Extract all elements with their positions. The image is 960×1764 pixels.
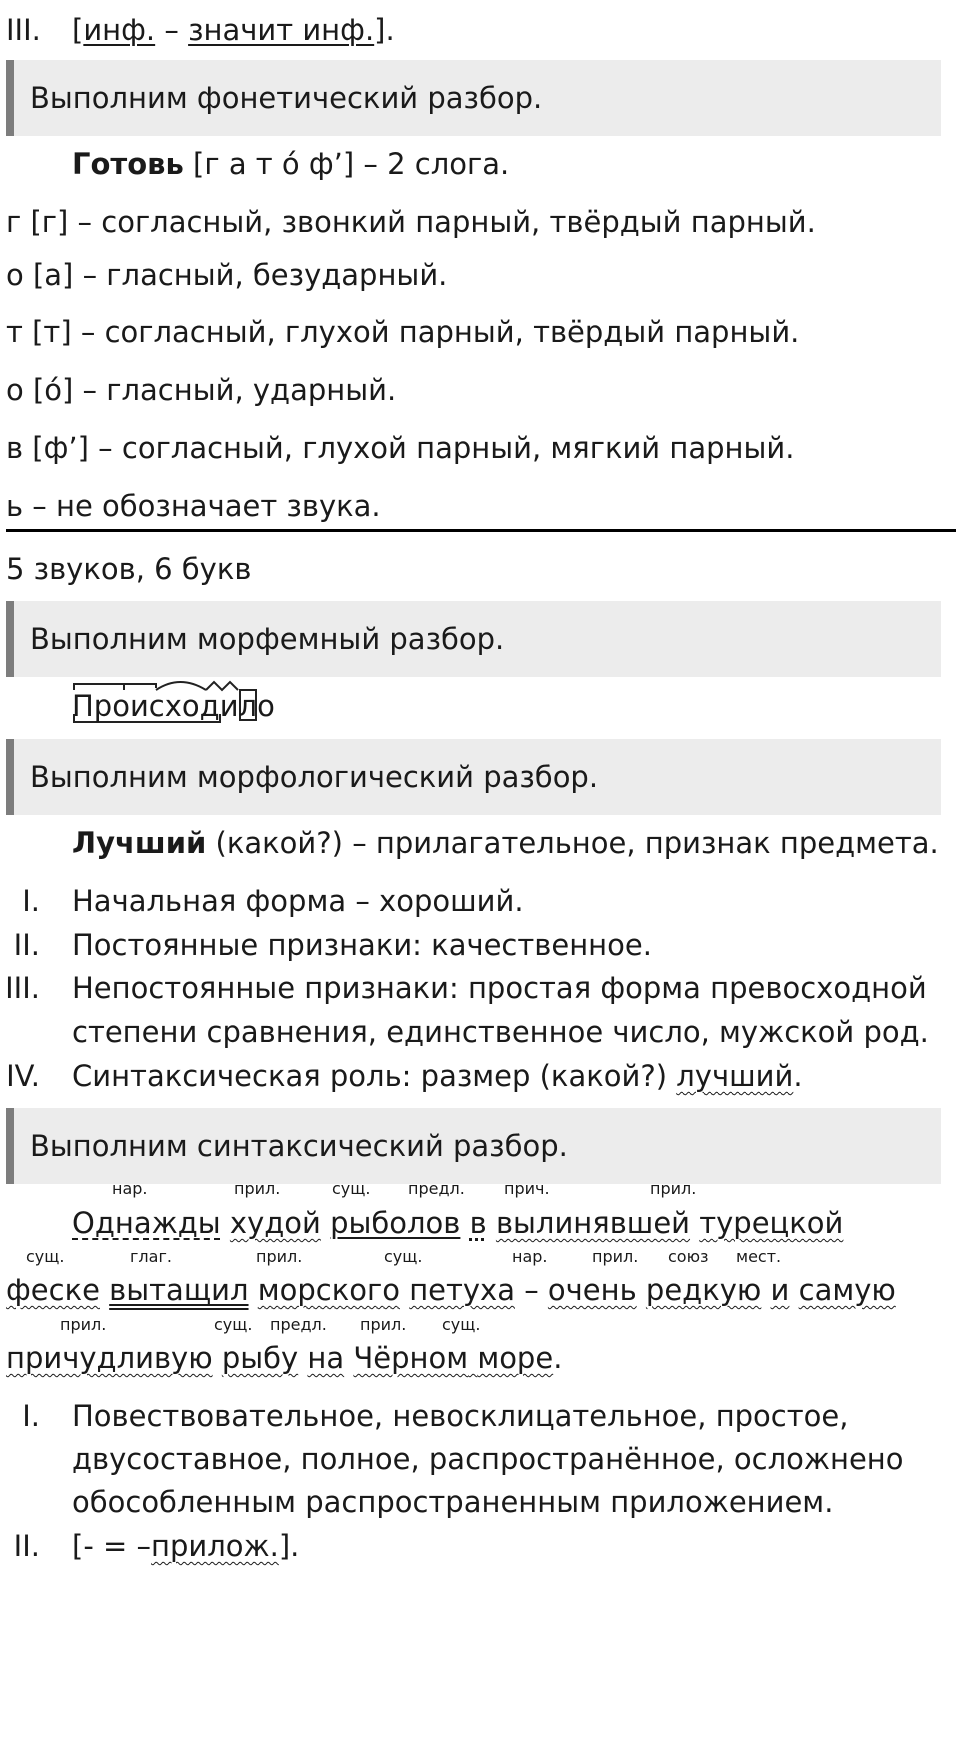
word-apposition: и (770, 1273, 790, 1307)
list-item-continued: степени сравнения, единственное число, мужской род. (72, 1015, 929, 1049)
word-apposition: редкую (645, 1273, 762, 1307)
pos-label: предл. (408, 1179, 465, 1198)
inf-term: инф. (83, 13, 156, 47)
dash: – (524, 1273, 539, 1307)
word-apposition: море (477, 1341, 554, 1375)
word-attribute: турецкой (699, 1206, 844, 1240)
sentence-schema (72, 1528, 299, 1564)
list-number: I. (22, 1399, 40, 1433)
word-adverbial: Однажды (72, 1206, 221, 1240)
pos-label: прил. (60, 1315, 107, 1334)
list-number: III. (5, 971, 40, 1005)
list-number: II. (13, 928, 40, 962)
word-apposition: самую (798, 1273, 896, 1307)
pos-label: прил. (592, 1247, 639, 1266)
list-number: III. (6, 13, 41, 47)
phonetic-line: ь – не обозначает звука. (6, 489, 381, 523)
phonetic-line: о [ó] – гласный, ударный. (6, 373, 397, 407)
pos-label: прил. (360, 1315, 407, 1334)
divider (6, 529, 956, 532)
pos-label: сущ. (332, 1179, 371, 1198)
pos-label: союз (668, 1247, 709, 1266)
sentence-line-3 (6, 1340, 562, 1376)
role-word: лучший (676, 1059, 794, 1093)
heading-text: Выполним морфемный разбор. (30, 622, 505, 656)
heading-text: Выполним морфологический разбор. (30, 760, 599, 794)
list-number: IV. (6, 1059, 40, 1093)
dash: – (155, 13, 189, 47)
schema-line (72, 12, 395, 48)
sentence-line-2 (6, 1272, 896, 1308)
pos-label: мест. (736, 1247, 782, 1266)
word-description: (какой?) – прилагательное, признак предмета. (206, 826, 939, 860)
list-item-continued: двусоставное, полное, распространённое, осложнено (72, 1442, 904, 1476)
schema-end: ]. (278, 1529, 300, 1563)
word-apposition: рыбу (221, 1341, 299, 1375)
period: . (793, 1059, 803, 1093)
pos-label: сущ. (442, 1315, 481, 1334)
heading-text: Выполним фонетический разбор. (30, 81, 543, 115)
word-apposition: на (307, 1341, 345, 1375)
phonetic-word-line (72, 146, 509, 182)
period: . (553, 1341, 563, 1375)
transcription: [г а т ó ф’] – 2 слога. (183, 147, 510, 181)
list-item: Начальная форма – хороший. (72, 884, 524, 918)
section-heading-morphemic (6, 601, 941, 677)
schema-text: [- = – (72, 1529, 152, 1563)
analyzed-word: Лучший (72, 826, 207, 860)
pos-label: глаг. (130, 1247, 172, 1266)
bracket-open: [ (72, 13, 84, 47)
list-number: I. (22, 884, 40, 918)
heading-text: Выполним синтаксический разбор. (30, 1129, 568, 1163)
word-subject: рыболов (330, 1206, 461, 1240)
morph-word-line (72, 825, 939, 861)
pos-label: сущ. (214, 1315, 253, 1334)
pos-label: сущ. (384, 1247, 423, 1266)
word-apposition: причудливую (6, 1341, 213, 1375)
pos-label: прил. (234, 1179, 281, 1198)
phonetic-summary: 5 звуков, 6 букв (6, 552, 252, 586)
word-attribute: худой (229, 1206, 321, 1240)
pos-label: прил. (650, 1179, 697, 1198)
list-number: II. (13, 1529, 40, 1563)
pos-label: прил. (256, 1247, 303, 1266)
word-apposition: очень (547, 1273, 637, 1307)
pos-label: нар. (512, 1247, 548, 1266)
list-item: Непостоянные признаки: простая форма превосходной (72, 971, 927, 1005)
word-attribute: морского (257, 1273, 400, 1307)
bracket-close: ]. (374, 13, 395, 47)
phonetic-line: в [ф’] – согласный, глухой парный, мягкий парный. (6, 431, 795, 465)
pos-label: предл. (270, 1315, 327, 1334)
pos-label: сущ. (26, 1247, 65, 1266)
phonetic-line: о [а] – гласный, безударный. (6, 258, 448, 292)
word-object: петуха (409, 1273, 515, 1307)
pos-label: нар. (112, 1179, 148, 1198)
pos-label: прич. (504, 1179, 550, 1198)
apposition-mark: прилож. (151, 1529, 279, 1563)
list-item (72, 1058, 803, 1094)
word-attribute: вылинявшей (495, 1206, 691, 1240)
morpheme-word: Происходило (72, 689, 275, 723)
word-apposition (468, 1341, 477, 1375)
word-apposition: Чёрном (353, 1341, 469, 1375)
word-preposition: в (469, 1206, 487, 1240)
inf-meaning: значит инф. (188, 13, 375, 47)
sentence-line-1 (72, 1205, 843, 1241)
section-heading-syntactic (6, 1108, 941, 1184)
analyzed-word: Готовь (72, 147, 184, 181)
word-attribute: феске (6, 1273, 100, 1307)
list-item: Повествовательное, невосклицательное, простое, (72, 1399, 849, 1433)
item-text: Синтаксическая роль: размер (какой?) (72, 1059, 677, 1093)
list-item: Постоянные признаки: качественное. (72, 928, 652, 962)
phonetic-line: т [т] – согласный, глухой парный, твёрдый парный. (6, 315, 800, 349)
word-predicate: вытащил (109, 1273, 249, 1307)
section-heading-phonetic (6, 60, 941, 136)
phonetic-line: г [г] – согласный, звонкий парный, твёрдый парный. (6, 205, 816, 239)
section-heading-morphological (6, 739, 941, 815)
list-item-continued: обособленным распространенным приложением. (72, 1485, 834, 1519)
